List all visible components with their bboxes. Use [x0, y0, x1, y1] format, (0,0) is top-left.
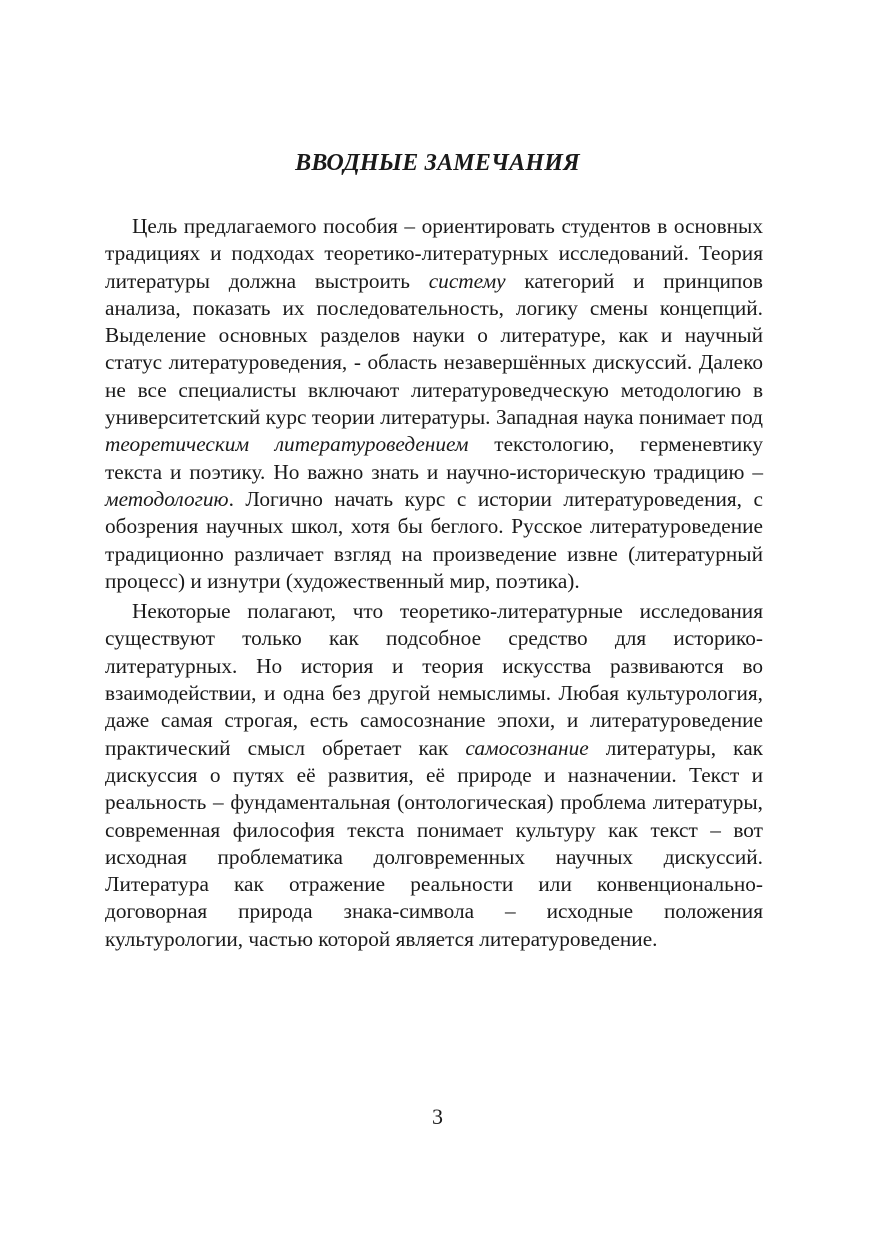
text-run: . Логично начать курс с истории литературоведения, с обозрения научных школ, хотя бы беглого. Русское литературоведение традиционно различает взгляд на произведение извне (литературный процесс) и изнутри (художественный мир, поэтика). [105, 486, 763, 593]
page-title: ВВОДНЫЕ ЗАМЕЧАНИЯ [295, 150, 580, 176]
paragraph-2 [105, 598, 763, 953]
text-run: литературы, как дискуссия о путях её развития, её природе и назначении. Текст и реальность – фундаментальная (онтологическая) проблема литературы, современная философия текста понимает культуру как текст – вот исходная проблематика долговременных научных дискуссий. Литература как отражение реальности или конвенционально-договорная природа знака-символа – исходные положения культурологии, частью которой является литературоведение. [105, 735, 763, 951]
italic-term: теоретическим литературоведением [105, 432, 469, 457]
paragraph-1 [105, 213, 763, 595]
text-run: текстологию, герменевтику текста и поэтику. Но важно знать и научно-историческую традицию – [105, 432, 763, 484]
body-text [105, 213, 763, 953]
text-run: Цель предлагаемого пособия – ориентировать студентов в основных традициях и подходах теоретико-литературных исследований. Теория литературы должна выстроить [105, 214, 763, 293]
italic-term: самосознание [465, 735, 589, 760]
italic-term: методологию [105, 486, 229, 511]
text-run: категорий и принципов анализа, показать их последовательность, логику смены концепций. Выделение основных разделов науки о литературе, как и научный статус литературоведения, - область незавершённых дискуссий. Далеко не все специалисты включают литературоведческую методологию в университетский курс теории литературы. Западная наука понимает под [105, 268, 763, 430]
text-run: Некоторые полагают, что теоретико-литературные исследования существуют только как подсобное средство для историко-литературных. Но история и теория искусства развиваются во взаимодействии, и одна без другой немыслимы. Любая культурология, даже самая строгая, есть самосознание эпохи, и литературоведение практический смысл обретает как [105, 599, 763, 760]
page-number: 3 [432, 1104, 443, 1129]
italic-term: систему [428, 268, 506, 293]
